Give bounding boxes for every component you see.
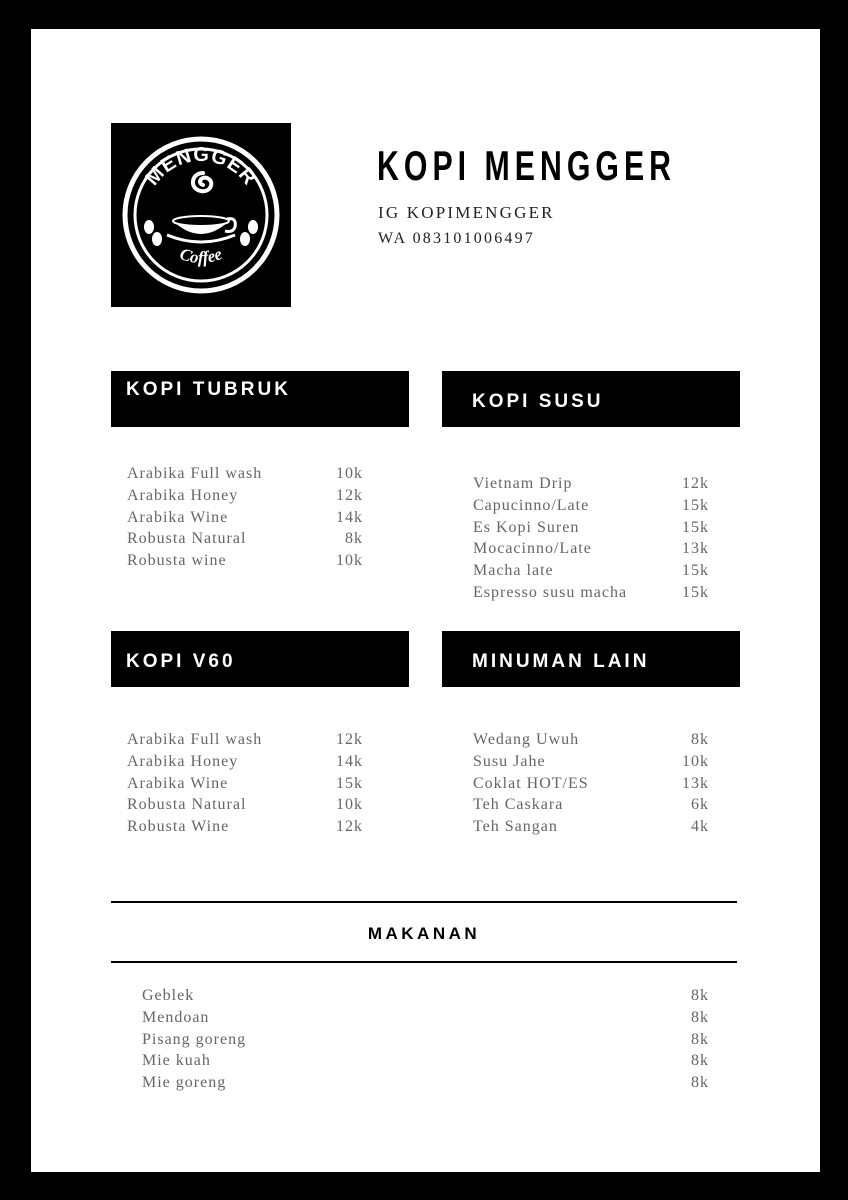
brand-title: KOPI MENGGER: [377, 142, 677, 189]
list-item: [473, 540, 709, 562]
svg-text:Coffee: [177, 244, 225, 267]
item-name: Mocacinno/Late: [473, 540, 592, 558]
list-item: [473, 562, 709, 584]
item-price: 15k: [682, 562, 709, 580]
item-price: 15k: [682, 518, 709, 536]
logo-bottom-text: Coffee: [177, 244, 225, 268]
item-name: Arabika Wine: [127, 774, 229, 792]
list-item: [127, 775, 363, 797]
item-price: 14k: [336, 752, 363, 770]
item-price: 10k: [336, 552, 363, 570]
item-name: Arabika Honey: [127, 752, 239, 770]
list-item: [127, 753, 363, 775]
item-price: 8k: [345, 530, 363, 548]
item-name: Geblek: [142, 987, 195, 1004]
item-price: 13k: [682, 774, 709, 792]
item-name: Arabika Full wash: [127, 465, 263, 482]
list-item: [473, 731, 709, 753]
menu-list-minuman-lain: [473, 731, 709, 840]
list-item: [127, 731, 363, 753]
list-item: [127, 818, 363, 840]
item-name: Teh Sangan: [473, 818, 558, 836]
item-name: Coklat HOT/ES: [473, 774, 589, 792]
item-name: Arabika Wine: [127, 508, 229, 526]
item-name: Teh Caskara: [473, 796, 564, 814]
coffee-logo-icon: [111, 123, 291, 307]
item-price: 12k: [682, 475, 709, 492]
item-price: 12k: [336, 818, 363, 836]
item-name: Pisang goreng: [142, 1030, 247, 1048]
logo-top-text: MENGGER: [141, 143, 261, 190]
section-title: MINUMAN LAIN: [472, 651, 650, 672]
list-item: [142, 1009, 709, 1031]
list-item: [473, 796, 709, 818]
list-item: [473, 519, 709, 541]
list-item: [142, 1052, 709, 1074]
item-price: 8k: [691, 1052, 709, 1070]
item-name: Mendoan: [142, 1008, 210, 1026]
list-item: [127, 552, 363, 574]
list-item: [473, 584, 709, 606]
item-price: 8k: [691, 1030, 709, 1048]
item-price: 12k: [336, 731, 363, 748]
item-name: Robusta Natural: [127, 796, 247, 814]
item-name: Robusta Wine: [127, 818, 230, 836]
list-item: [473, 753, 709, 775]
menu-list-makanan: [142, 987, 709, 1096]
list-item: [142, 1074, 709, 1096]
list-item: [473, 818, 709, 840]
list-item: [473, 775, 709, 797]
item-price: 10k: [682, 752, 709, 770]
item-price: 6k: [691, 796, 709, 814]
divider-bottom: [111, 961, 737, 963]
menu-list-kopi-v60: [127, 731, 363, 840]
list-item: [473, 497, 709, 519]
section-header-kopi-v60: [111, 631, 409, 687]
section-header-minuman-lain: [442, 631, 740, 687]
item-name: Macha late: [473, 562, 554, 580]
instagram-handle: IG KOPIMENGGER: [378, 203, 555, 222]
item-name: Robusta Natural: [127, 530, 247, 548]
divider-top: [111, 901, 737, 903]
item-name: Espresso susu macha: [473, 583, 628, 601]
list-item: [473, 475, 709, 497]
section-title: KOPI TUBRUK: [126, 379, 291, 400]
section-header-kopi-tubruk: [111, 371, 409, 427]
item-name: Mie kuah: [142, 1052, 211, 1070]
item-name: Es Kopi Suren: [473, 518, 580, 536]
list-item: [127, 796, 363, 818]
list-item: [127, 530, 363, 552]
item-price: 8k: [691, 987, 709, 1004]
brand-logo: [111, 123, 291, 307]
list-item: [127, 465, 363, 487]
item-name: Susu Jahe: [473, 752, 546, 770]
item-price: 12k: [336, 486, 363, 504]
item-price: 10k: [336, 465, 363, 482]
item-price: 15k: [682, 583, 709, 601]
item-price: 15k: [336, 774, 363, 792]
menu-page: [31, 29, 820, 1172]
list-item: [127, 487, 363, 509]
item-price: 8k: [691, 1008, 709, 1026]
item-price: 10k: [336, 796, 363, 814]
item-price: 8k: [691, 1074, 709, 1092]
item-price: 14k: [336, 508, 363, 526]
section-title-makanan: MAKANAN: [367, 924, 481, 943]
item-price: 4k: [691, 818, 709, 836]
item-price: 15k: [682, 496, 709, 514]
section-title: KOPI V60: [126, 651, 236, 672]
item-name: Mie goreng: [142, 1074, 227, 1092]
section-header-kopi-susu: [442, 371, 740, 427]
whatsapp-number: WA 083101006497: [378, 230, 535, 247]
list-item: [142, 987, 709, 1009]
item-name: Wedang Uwuh: [473, 731, 580, 748]
item-name: Capucinno/Late: [473, 496, 590, 514]
list-item: [142, 1031, 709, 1053]
item-name: Arabika Full wash: [127, 731, 263, 748]
item-price: 8k: [691, 731, 709, 748]
item-name: Vietnam Drip: [473, 475, 573, 492]
item-price: 13k: [682, 540, 709, 558]
item-name: Robusta wine: [127, 552, 227, 570]
item-name: Arabika Honey: [127, 486, 239, 504]
menu-list-kopi-tubruk: [127, 465, 363, 574]
section-title: KOPI SUSU: [472, 391, 604, 412]
list-item: [127, 509, 363, 531]
menu-list-kopi-susu: [473, 475, 709, 606]
